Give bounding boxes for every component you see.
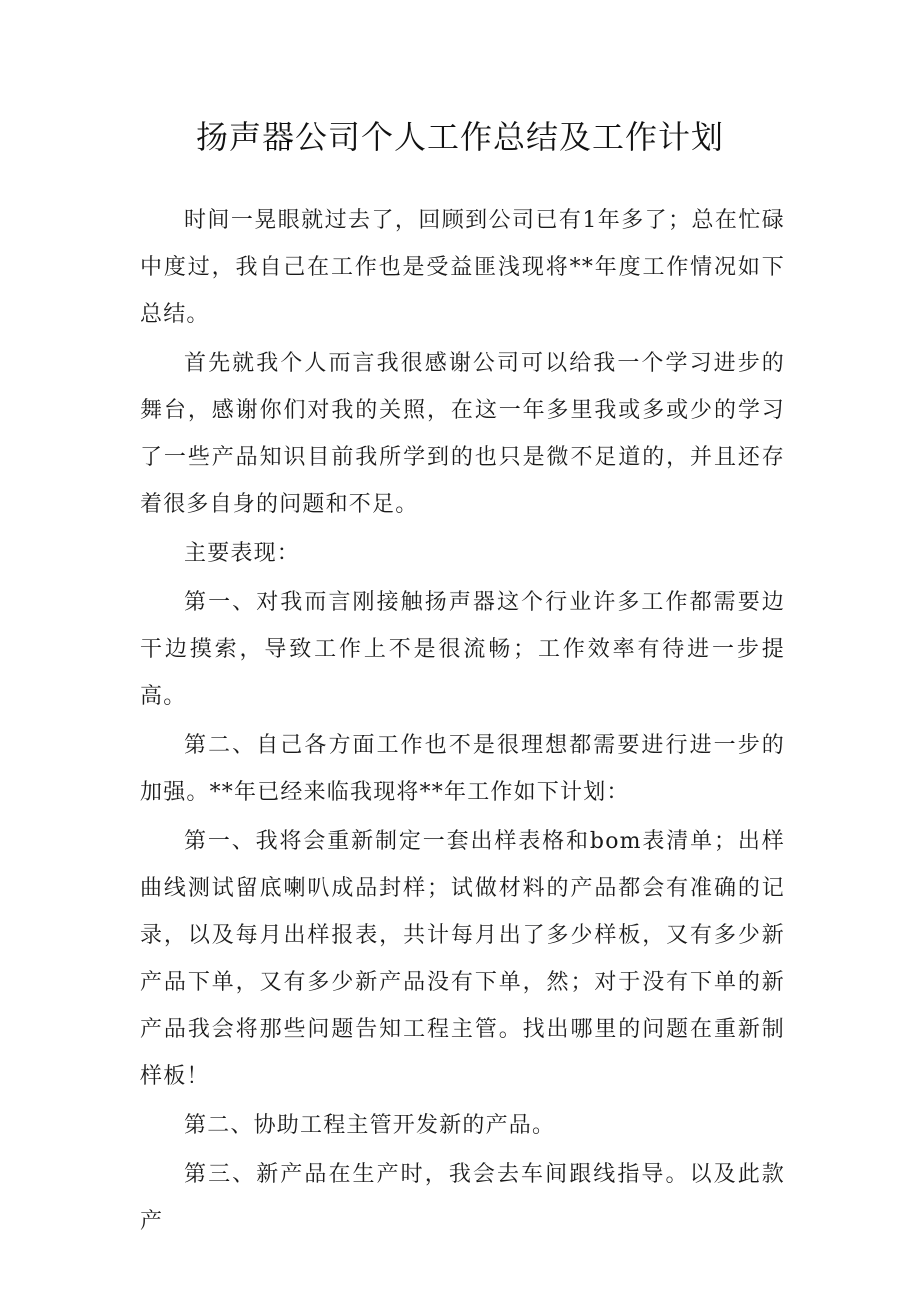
document-body xyxy=(140,197,785,1245)
paragraph-plan-three: 第三、新产品在生产时，我会去车间跟线指导。以及此款产 xyxy=(140,1162,785,1234)
paragraph-point-one: 第一、对我而言刚接触扬声器这个行业许多工作都需要边干边摸索，导致工作上不是很流畅；工作效率有待进一步提高。 xyxy=(140,590,785,709)
paragraph-intro: 时间一晃眼就过去了，回顾到公司已有1年多了；总在忙碌中度过，我自己在工作也是受益匪浅现将**年度工作情况如下总结。 xyxy=(140,208,785,327)
document-title: 扬声器公司个人工作总结及工作计划 xyxy=(195,118,724,156)
paragraph-main-points-heading: 主要表现： xyxy=(184,541,301,566)
paragraph-point-two: 第二、自己各方面工作也不是很理想都需要进行进一步的加强。**年已经来临我现将**年工作如下计划： xyxy=(140,733,785,805)
paragraph-plan-one: 第一、我将会重新制定一套出样表格和bom表清单；出样曲线测试留底喇叭成品封样；试做材料的产品都会有准确的记录，以及每月出样报表，共计每月出了多少样板，又有多少新产品下单，又有多少新产品没有下单，然；对于没有下单的新产品我会将那些问题告知工程主管。找出哪里的问题在重新制样板！ xyxy=(140,829,785,1089)
paragraph-plan-two: 第二、协助工程主管开发新的产品。 xyxy=(184,1113,556,1138)
paragraph-gratitude: 首先就我个人而言我很感谢公司可以给我一个学习进步的舞台，感谢你们对我的关照，在这一年多里我或多或少的学习了一些产品知识目前我所学到的也只是微不足道的，并且还存着很多自身的问题和不足。 xyxy=(140,351,785,517)
